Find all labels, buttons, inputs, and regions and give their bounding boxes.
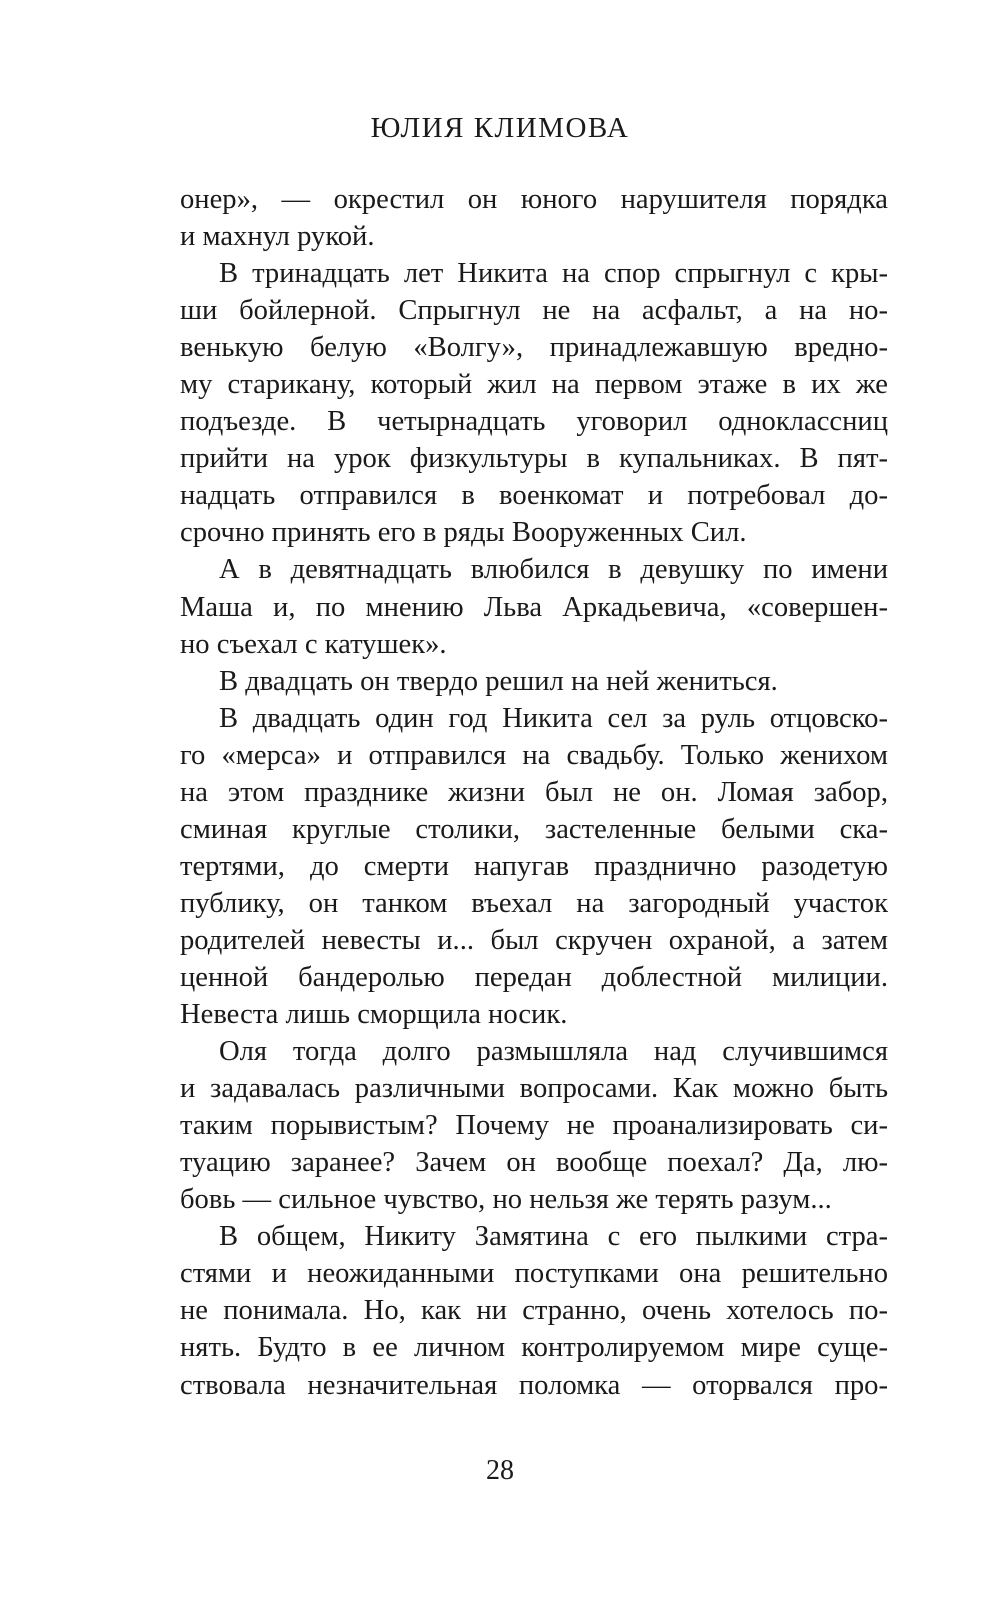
text-line: Невеста лишь сморщила носик. xyxy=(180,999,568,1031)
text-line: не понимала. Но, как ни странно, очень хотелось по- xyxy=(180,1295,888,1327)
text-line: на этом празднике жизни был не он. Ломая забор, xyxy=(180,776,888,808)
text-line: му старикану, который жил на первом этаже в их же xyxy=(180,369,888,401)
running-head: ЮЛИЯ КЛИМОВА xyxy=(370,112,630,144)
text-line: ши бойлерной. Спрыгнул не на асфальт, а на но- xyxy=(180,295,888,327)
text-line: и задавалась различными вопросами. Как можно быть xyxy=(180,1073,888,1105)
text-line: В тринадцать лет Никита на спор спрыгнул с кры- xyxy=(219,258,888,290)
text-line: но съехал с катушек». xyxy=(180,628,447,660)
paragraph xyxy=(180,700,888,1033)
text-line: таким порывистым? Почему не проанализировать си- xyxy=(180,1110,888,1142)
text-line: туацию заранее? Зачем он вообще поехал? Да, лю- xyxy=(180,1147,888,1179)
text-line: А в девятнадцать влюбился в девушку по имени xyxy=(219,554,888,586)
text-line: срочно принять его в ряды Вооруженных Сил. xyxy=(180,517,747,549)
text-line: тертями, до смерти напугав празднично разодетую xyxy=(180,850,888,882)
paragraph xyxy=(180,663,888,700)
paragraph xyxy=(180,1033,888,1218)
text-line: ствовала незначительная поломка — оторвался про- xyxy=(180,1369,888,1401)
text-line: стями и неожиданными поступками она решительно xyxy=(180,1258,888,1290)
text-line: онер», — окрестил он юного нарушителя порядка xyxy=(180,184,888,215)
paragraph xyxy=(180,1218,888,1403)
text-line: Маша и, по мнению Льва Аркадьевича, «совершен- xyxy=(180,591,888,623)
text-line: публику, он танком въехал на загородный участок xyxy=(180,887,888,919)
text-line: сминая круглые столики, застеленные белыми ска- xyxy=(180,813,888,845)
text-line: ценной бандеролью передан доблестной милиции. xyxy=(180,961,888,993)
text-line: надцать отправился в военкомат и потребовал до- xyxy=(180,480,888,512)
text-line: Оля тогда долго размышляла над случившимся xyxy=(219,1036,888,1068)
text-line: го «мерса» и отправился на свадьбу. Только женихом xyxy=(180,739,888,771)
text-line: В двадцать он твердо решил на ней жениться. xyxy=(219,665,778,697)
paragraph xyxy=(180,181,888,255)
body-text xyxy=(180,181,888,1404)
text-line: нять. Будто в ее личном контролируемом мире суще- xyxy=(180,1332,888,1364)
paragraph xyxy=(180,255,888,551)
text-line: В общем, Никиту Замятина с его пылкими стра- xyxy=(219,1221,888,1253)
paragraph xyxy=(180,551,888,662)
text-line: подъезде. В четырнадцать уговорил одноклассниц xyxy=(180,406,888,438)
text-line: венькую белую «Волгу», принадлежавшую вредно- xyxy=(180,332,888,364)
text-line: бовь — сильное чувство, но нельзя же терять разум... xyxy=(180,1184,832,1216)
page-number: 28 xyxy=(486,1455,514,1486)
text-line: и махнул рукой. xyxy=(180,221,375,253)
text-line: родителей невесты и... был скручен охраной, а затем xyxy=(180,924,888,956)
text-line: В двадцать один год Никита сел за руль отцовско- xyxy=(219,702,888,734)
text-line: прийти на урок физкультуры в купальниках. В пят- xyxy=(180,443,888,475)
